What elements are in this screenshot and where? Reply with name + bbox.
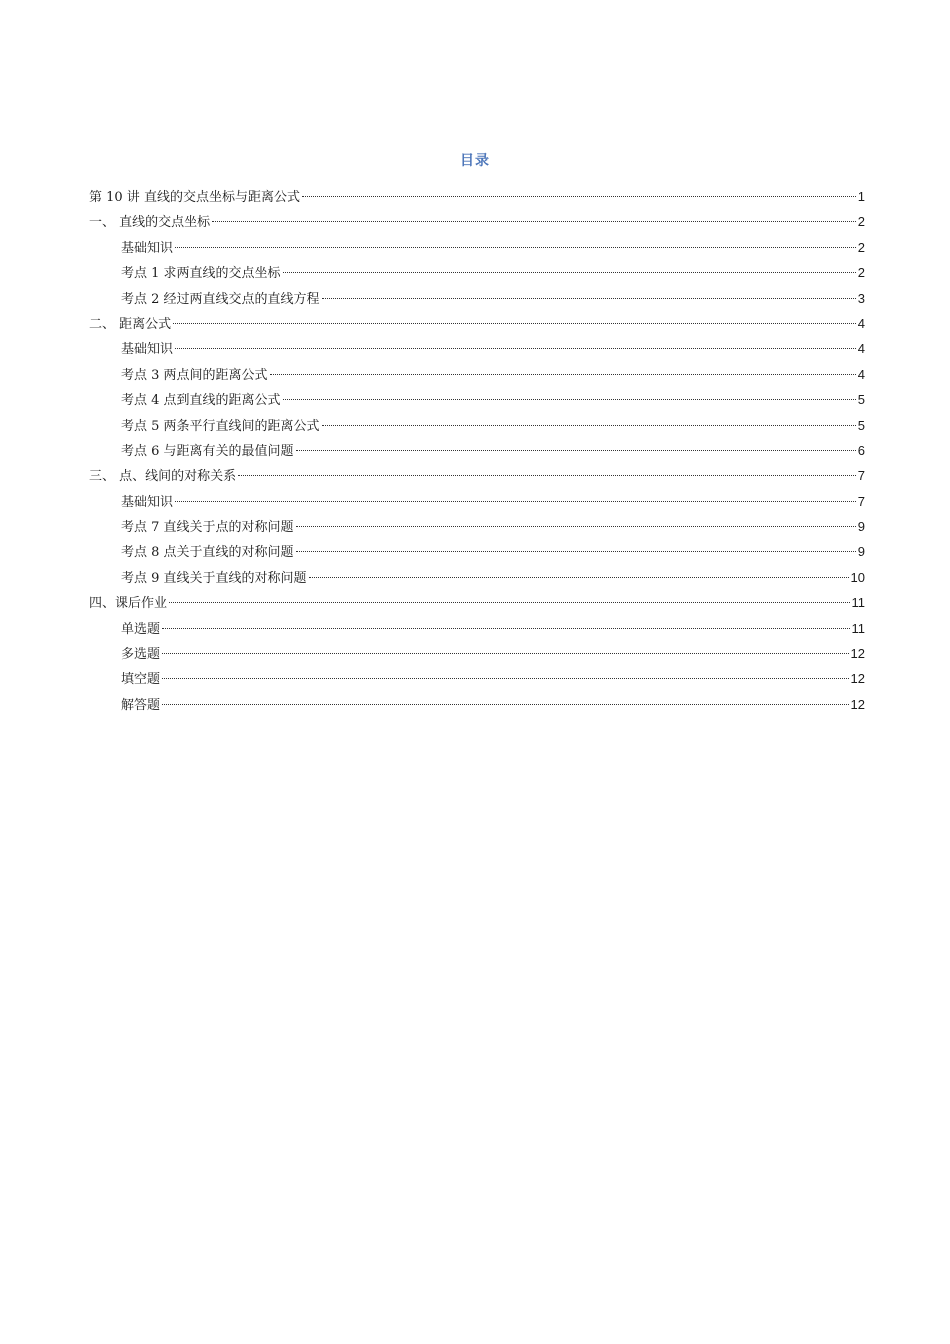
toc-dot-leader — [162, 704, 849, 705]
toc-entry-label: 基础知识 — [121, 342, 174, 358]
toc-list — [89, 184, 865, 717]
toc-entry-label: 考点 9 直线关于直线的对称问题 — [121, 570, 307, 586]
toc-entry-label: 一、 直线的交点坐标 — [89, 215, 211, 231]
toc-entry[interactable] — [89, 666, 865, 691]
toc-entry-label: 考点 7 直线关于点的对称问题 — [121, 520, 294, 536]
toc-entry-label: 考点 4 点到直线的距离公式 — [121, 393, 281, 409]
toc-entry-label: 基础知识 — [121, 494, 174, 510]
toc-entry-page-number: 2 — [857, 239, 865, 255]
toc-entry[interactable] — [89, 336, 865, 361]
toc-entry-label: 考点 5 两条平行直线间的距离公式 — [121, 418, 320, 434]
toc-entry-page-number: 7 — [857, 493, 865, 509]
toc-entry[interactable] — [89, 641, 865, 666]
toc-entry-label: 多选题 — [121, 647, 161, 663]
toc-entry-page-number: 12 — [850, 646, 865, 662]
toc-dot-leader — [296, 526, 856, 527]
toc-entry-page-number: 5 — [857, 392, 865, 408]
toc-entry-page-number: 4 — [857, 366, 865, 382]
toc-dot-leader — [296, 551, 856, 552]
toc-entry-label: 考点 1 求两直线的交点坐标 — [121, 266, 281, 282]
toc-dot-leader — [162, 653, 849, 654]
toc-entry-page-number: 7 — [857, 468, 865, 484]
toc-entry-label: 二、 距离公式 — [89, 316, 172, 332]
toc-entry[interactable] — [89, 565, 865, 590]
toc-dot-leader — [322, 298, 856, 299]
toc-entry[interactable] — [89, 489, 865, 514]
toc-entry[interactable] — [89, 413, 865, 438]
toc-entry-page-number: 12 — [850, 696, 865, 712]
toc-title: 目录 — [460, 153, 490, 169]
toc-entry-label: 考点 2 经过两直线交点的直线方程 — [121, 291, 320, 307]
toc-entry-page-number: 4 — [857, 341, 865, 357]
toc-dot-leader — [175, 348, 856, 349]
toc-entry[interactable] — [89, 463, 865, 488]
toc-entry-label: 基础知识 — [121, 240, 174, 256]
toc-entry-page-number: 9 — [857, 519, 865, 535]
toc-entry-page-number: 5 — [857, 417, 865, 433]
toc-entry-page-number: 9 — [857, 544, 865, 560]
toc-entry-page-number: 2 — [857, 265, 865, 281]
toc-entry-label: 第 10 讲 直线的交点坐标与距离公式 — [89, 190, 300, 205]
toc-dot-leader — [173, 323, 856, 324]
toc-entry-page-number: 11 — [851, 595, 865, 611]
toc-entry-page-number: 10 — [850, 569, 865, 585]
toc-entry[interactable] — [89, 235, 865, 260]
toc-entry-label: 解答题 — [121, 697, 161, 713]
toc-entry-label: 考点 6 与距离有关的最值问题 — [121, 443, 294, 459]
toc-entry-label: 四、课后作业 — [89, 596, 168, 612]
toc-entry[interactable] — [89, 438, 865, 463]
toc-entry-page-number: 11 — [851, 620, 865, 636]
toc-dot-leader — [169, 602, 849, 603]
toc-entry-page-number: 6 — [857, 442, 865, 458]
toc-dot-leader — [322, 425, 856, 426]
toc-entry[interactable] — [89, 286, 865, 311]
toc-dot-leader — [309, 577, 849, 578]
toc-entry-label: 三、 点、线间的对称关系 — [89, 469, 237, 485]
toc-entry-page-number: 12 — [850, 671, 865, 687]
toc-entry[interactable] — [89, 590, 865, 615]
toc-entry-label: 考点 3 两点间的距离公式 — [121, 367, 268, 383]
toc-entry[interactable] — [89, 184, 865, 209]
toc-entry-label: 单选题 — [121, 621, 161, 637]
toc-dot-leader — [175, 247, 856, 248]
toc-entry[interactable] — [89, 616, 865, 641]
toc-dot-leader — [175, 501, 856, 502]
toc-entry[interactable] — [89, 514, 865, 539]
toc-entry-page-number: 1 — [857, 189, 865, 204]
toc-entry-page-number: 4 — [857, 315, 865, 331]
toc-entry[interactable] — [89, 260, 865, 285]
toc-entry[interactable] — [89, 362, 865, 387]
toc-dot-leader — [296, 450, 856, 451]
toc-entry[interactable] — [89, 539, 865, 564]
toc-dot-leader — [302, 196, 856, 197]
toc-dot-leader — [283, 399, 856, 400]
toc-dot-leader — [162, 628, 849, 629]
toc-entry-label: 填空题 — [121, 672, 161, 688]
toc-entry-label: 考点 8 点关于直线的对称问题 — [121, 545, 294, 561]
toc-entry[interactable] — [89, 209, 865, 234]
toc-dot-leader — [270, 374, 856, 375]
toc-entry[interactable] — [89, 692, 865, 717]
toc-dot-leader — [212, 221, 856, 222]
toc-entry[interactable] — [89, 311, 865, 336]
toc-dot-leader — [238, 475, 856, 476]
toc-dot-leader — [162, 678, 849, 679]
toc-dot-leader — [283, 272, 856, 273]
toc-entry-page-number: 2 — [857, 214, 865, 230]
toc-entry[interactable] — [89, 387, 865, 412]
toc-entry-page-number: 3 — [857, 290, 865, 306]
